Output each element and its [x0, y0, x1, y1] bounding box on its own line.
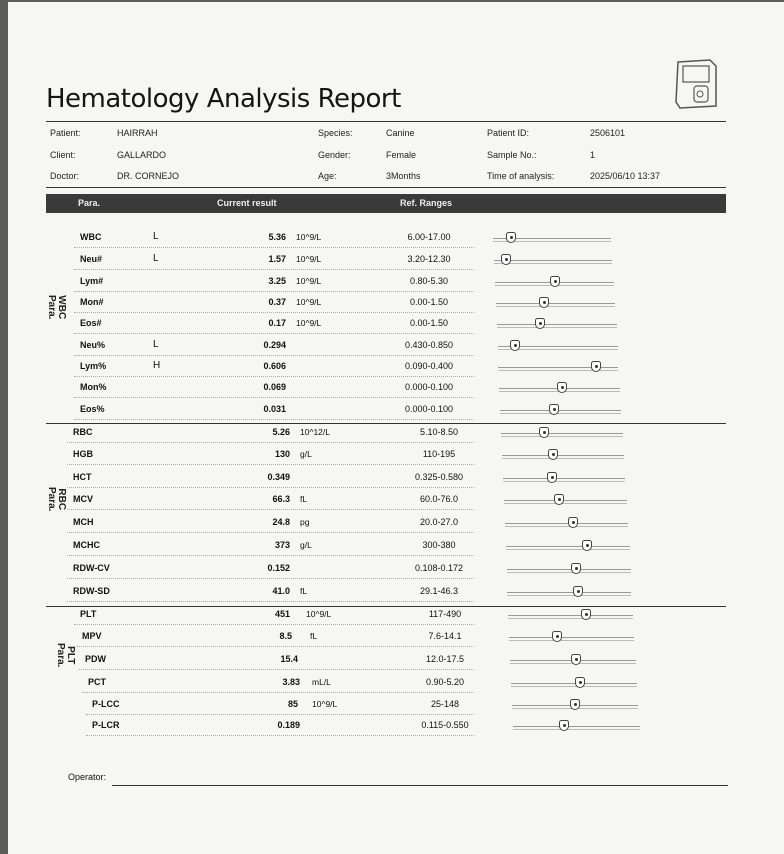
patient-label: Patient:: [50, 128, 81, 138]
result-value: 15.4: [280, 654, 298, 664]
ref-range: 0.000-0.100: [404, 404, 454, 414]
operator-label: Operator:: [68, 772, 107, 782]
time-label: Time of analysis:: [487, 171, 555, 181]
result-unit: g/L: [300, 540, 312, 550]
doctor-value: DR. CORNEJO: [117, 171, 180, 181]
age-value: 3Months: [386, 171, 421, 181]
table-row: [0, 536, 784, 557]
table-row: [0, 627, 784, 648]
range-marker-icon: [568, 517, 578, 528]
range-marker-icon: [581, 609, 591, 620]
param-name: P-LCR: [92, 720, 120, 730]
ref-range: 0.325-0.580: [414, 472, 464, 482]
row-divider: [86, 714, 474, 715]
ref-range: 0.00-1.50: [409, 318, 449, 328]
range-marker-icon: [557, 382, 567, 393]
result-unit: mL/L: [312, 677, 331, 687]
range-gauge: [506, 546, 630, 550]
result-value: 0.349: [267, 472, 290, 482]
param-name: P-LCC: [92, 699, 120, 709]
row-divider: [67, 578, 474, 579]
range-marker-icon: [570, 699, 580, 710]
ref-range: 7.6-14.1: [428, 631, 462, 641]
range-gauge: [502, 455, 624, 459]
range-gauge: [511, 683, 637, 687]
range-gauge: [507, 569, 631, 573]
range-gauge: [505, 523, 628, 527]
result-value: 373: [274, 540, 290, 550]
species-label: Species:: [318, 128, 353, 138]
species-value: Canine: [386, 128, 415, 138]
result-unit: pg: [300, 517, 310, 527]
row-divider: [74, 355, 474, 356]
gender-label: Gender:: [318, 150, 351, 160]
range-marker-icon: [539, 427, 549, 438]
result-unit: 10^9/L: [306, 609, 332, 619]
row-divider: [74, 376, 474, 377]
result-unit: 10^9/L: [296, 297, 322, 307]
range-gauge: [504, 500, 627, 504]
table-row: [0, 490, 784, 511]
time-value: 2025/06/10 13:37: [590, 171, 661, 181]
row-divider: [67, 464, 474, 465]
result-value: 0.606: [263, 361, 286, 371]
header-current-result: Current result: [217, 198, 277, 208]
result-value: 0.294: [263, 340, 286, 350]
table-row: [0, 357, 784, 378]
param-name: Neu#: [80, 254, 103, 264]
range-marker-icon: [573, 586, 583, 597]
range-marker-icon: [571, 654, 581, 665]
row-divider: [86, 735, 474, 736]
result-value: 0.069: [263, 382, 286, 392]
result-unit: 10^9/L: [296, 232, 322, 242]
range-marker-icon: [535, 318, 545, 329]
header-ref-ranges: Ref. Ranges: [400, 198, 453, 208]
result-value: 0.031: [263, 404, 286, 414]
result-value: 0.152: [267, 563, 290, 573]
ref-range: 0.115-0.550: [421, 720, 469, 730]
param-name: Neu%: [80, 340, 106, 350]
ref-range: 0.80-5.30: [409, 276, 449, 286]
param-name: PLT: [80, 609, 97, 619]
result-value: 0.189: [277, 720, 300, 730]
param-name: Mon%: [80, 382, 107, 392]
result-flag: L: [153, 231, 159, 242]
table-row: [0, 400, 784, 421]
row-divider: [79, 669, 474, 670]
result-value: 5.26: [272, 427, 290, 437]
result-value: 41.0: [272, 586, 290, 596]
result-unit: fL: [310, 631, 318, 641]
table-row: [0, 336, 784, 357]
param-name: RDW-CV: [73, 563, 110, 573]
table-row: [0, 582, 784, 603]
patient-id-label: Patient ID:: [487, 128, 530, 138]
group-label-wbc: WBC Para.: [46, 295, 67, 320]
ref-range: 117-490: [428, 609, 462, 619]
table-row: [0, 272, 784, 293]
patient-value: HAIRRAH: [117, 128, 158, 138]
range-gauge: [496, 303, 615, 307]
param-name: Mon#: [80, 297, 104, 307]
range-gauge: [500, 410, 621, 414]
ref-range: 0.90-5.20: [425, 677, 465, 687]
param-name: RBC: [73, 427, 93, 437]
result-unit: 10^9/L: [312, 699, 338, 709]
table-header: [46, 194, 726, 213]
result-unit: fL: [300, 586, 308, 596]
doctor-label: Doctor:: [50, 171, 80, 181]
row-divider: [67, 532, 474, 533]
table-row: [0, 314, 784, 335]
row-divider: [67, 442, 474, 443]
report-title: Hematology Analysis Report: [46, 84, 401, 114]
result-value: 451: [274, 609, 290, 619]
param-name: WBC: [80, 232, 102, 242]
param-name: PCT: [88, 677, 106, 687]
table-row: [0, 228, 784, 249]
row-divider: [67, 601, 474, 602]
range-gauge: [494, 260, 612, 264]
ref-range: 0.00-1.50: [409, 297, 449, 307]
range-marker-icon: [582, 540, 592, 551]
patient-id-value: 2506101: [590, 128, 626, 138]
table-row: [0, 513, 784, 534]
result-flag: H: [153, 360, 161, 371]
row-divider: [74, 397, 474, 398]
row-divider: [67, 555, 474, 556]
result-flag: L: [153, 339, 159, 350]
row-divider: [74, 624, 474, 625]
range-gauge: [503, 478, 625, 482]
ref-range: 110-195: [422, 449, 456, 459]
ref-range: 0.430-0.850: [404, 340, 454, 350]
ref-range: 5.10-8.50: [419, 427, 459, 437]
param-name: Eos#: [80, 318, 102, 328]
result-value: 5.36: [268, 232, 286, 242]
param-name: HCT: [73, 472, 92, 482]
table-row: [0, 559, 784, 580]
ref-range: 20.0-27.0: [419, 517, 459, 527]
row-divider: [82, 692, 474, 693]
sample-no-label: Sample No.:: [487, 150, 537, 160]
ref-range: 60.0-76.0: [419, 494, 459, 504]
client-label: Client:: [50, 150, 76, 160]
ref-range: 0.090-0.400: [404, 361, 454, 371]
title-divider: [46, 121, 726, 122]
table-row: [0, 605, 784, 626]
ref-range: 0.108-0.172: [414, 563, 464, 573]
ref-range: 0.000-0.100: [404, 382, 454, 392]
operator-line: [112, 785, 728, 786]
gender-value: Female: [386, 150, 417, 160]
result-unit: fL: [300, 494, 308, 504]
range-marker-icon: [559, 720, 569, 731]
range-gauge: [501, 433, 623, 437]
param-name: MCHC: [73, 540, 100, 550]
row-divider: [74, 419, 474, 420]
row-divider: [67, 509, 474, 510]
range-gauge: [508, 615, 633, 619]
result-unit: g/L: [300, 449, 312, 459]
range-gauge: [507, 592, 631, 596]
table-row: [0, 650, 784, 671]
range-gauge: [513, 726, 640, 730]
table-row: [0, 293, 784, 314]
range-gauge: [509, 637, 634, 641]
param-name: MCV: [73, 494, 93, 504]
row-divider: [67, 487, 474, 488]
result-unit: 10^9/L: [296, 318, 322, 328]
result-value: 8.5: [279, 631, 292, 641]
result-flag: L: [153, 253, 159, 264]
range-marker-icon: [552, 631, 562, 642]
ref-range: 29.1-46.3: [419, 586, 459, 596]
table-row: [0, 445, 784, 466]
result-value: 0.37: [268, 297, 286, 307]
param-name: RDW-SD: [73, 586, 110, 596]
group-label-plt: PLT Para.: [55, 643, 76, 668]
result-value: 85: [287, 699, 298, 709]
row-divider: [74, 291, 474, 292]
result-unit: 10^12/L: [300, 427, 330, 437]
table-row: [0, 673, 784, 694]
param-name: PDW: [85, 654, 106, 664]
range-marker-icon: [547, 472, 557, 483]
range-marker-icon: [506, 232, 516, 243]
ref-range: 25-148: [430, 699, 460, 709]
param-name: Lym%: [80, 361, 107, 371]
table-row: [0, 250, 784, 271]
ref-range: 300-380: [422, 540, 456, 550]
ref-range: 6.00-17.00: [407, 232, 451, 242]
param-name: Eos%: [80, 404, 105, 414]
client-value: GALLARDO: [117, 150, 167, 160]
result-value: 3.83: [282, 677, 300, 687]
param-name: MCH: [73, 517, 94, 527]
group-label-rbc: RBC Para.: [46, 487, 67, 512]
row-divider: [74, 269, 474, 270]
result-unit: 10^9/L: [296, 254, 322, 264]
table-row: [0, 378, 784, 399]
table-row: [0, 468, 784, 489]
result-value: 3.25: [268, 276, 286, 286]
param-name: HGB: [73, 449, 93, 459]
table-row: [0, 695, 784, 716]
row-divider: [74, 312, 474, 313]
range-marker-icon: [539, 297, 549, 308]
header-para: Para.: [78, 198, 101, 208]
ref-range: 12.0-17.5: [425, 654, 465, 664]
row-divider: [74, 247, 474, 248]
range-marker-icon: [550, 276, 560, 287]
range-marker-icon: [510, 340, 520, 351]
result-unit: 10^9/L: [296, 276, 322, 286]
row-divider: [74, 333, 474, 334]
row-divider: [76, 646, 474, 647]
age-label: Age:: [318, 171, 337, 181]
table-row: [0, 716, 784, 737]
result-value: 0.17: [268, 318, 286, 328]
range-gauge: [497, 324, 617, 328]
param-name: Lym#: [80, 276, 104, 286]
result-value: 24.8: [272, 517, 290, 527]
result-value: 66.3: [272, 494, 290, 504]
range-marker-icon: [501, 254, 511, 265]
result-value: 130: [274, 449, 290, 459]
result-value: 1.57: [268, 254, 286, 264]
ref-range: 3.20-12.30: [407, 254, 451, 264]
info-divider: [46, 187, 726, 188]
table-row: [0, 423, 784, 444]
sample-no-value: 1: [590, 150, 596, 160]
param-name: MPV: [82, 631, 102, 641]
analyzer-device-icon: [670, 56, 720, 110]
